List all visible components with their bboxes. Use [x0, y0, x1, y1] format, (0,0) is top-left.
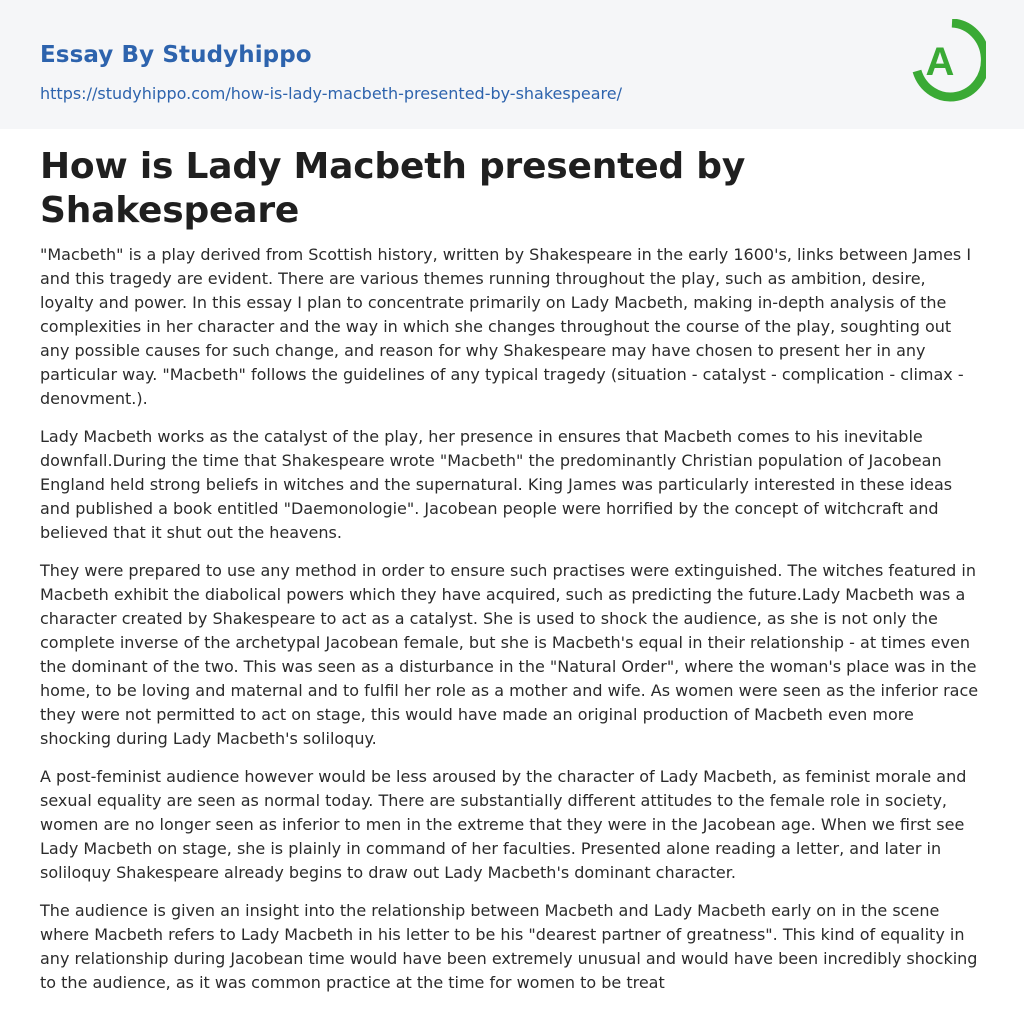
studyhippo-logo-icon[interactable]	[912, 19, 986, 105]
essay-url-link[interactable]: https://studyhippo.com/how-is-lady-macbeth-presented-by-shakespeare/	[40, 84, 622, 103]
article-paragraph: "Macbeth" is a play derived from Scottish history, written by Shakespeare in the early 1600's, links between James I and this tragedy are evident. There are various themes running throughout the play, such as ambition, desire, loyalty and power. In this essay I plan to concentrate primarily on Lady Macbeth, making in-depth analysis of the complexities in her character and the way in which she changes throughout the course of the play, soughting out any possible causes for such change, and reason for why Shakespeare may have chosen to present her in any particular way. "Macbeth" follows the guidelines of any typical tragedy (situation - catalyst - complication - climax - denovment.).	[40, 245, 972, 408]
site-header	[0, 0, 1024, 129]
article-paragraph: Lady Macbeth works as the catalyst of the play, her presence in ensures that Macbeth comes to his inevitable downfall.During the time that Shakespeare wrote "Macbeth" the predominantly Christian population of Jacobean England held strong beliefs in witches and the supernatural. King James was particularly interested in these ideas and published a book entitled "Daemonologie". Jacobean people were horrified by the concept of witchcraft and believed that it shut out the heavens.	[40, 427, 953, 542]
site-brand[interactable]: Essay By Studyhippo	[40, 42, 312, 68]
article-title: How is Lady Macbeth presented by Shakespeare	[40, 146, 746, 231]
article-paragraph: A post-feminist audience however would be less aroused by the character of Lady Macbeth, as feminist morale and sexual equality are seen as normal today. There are substantially different attitudes to the female role in society, women are no longer seen as inferior to men in the extreme that they were in the Jacobean age. When we first see Lady Macbeth on stage, she is plainly in command of her faculties. Presented alone reading a letter, and later in soliloquy Shakespeare already begins to draw out Lady Macbeth's dominant character.	[40, 767, 967, 882]
article-paragraph: The audience is given an insight into the relationship between Macbeth and Lady Macbeth early on in the scene where Macbeth refers to Lady Macbeth in his letter to be his "dearest partner of greatness". This kind of equality in any relationship during Jacobean time would have been extremely unusual and would have been incredibly shocking to the audience, as it was common practice at the time for women to be treat	[40, 901, 978, 992]
article	[0, 129, 1024, 995]
logo-letter: A	[925, 40, 955, 84]
article-paragraph: They were prepared to use any method in order to ensure such practises were extinguished. The witches featured in Macbeth exhibit the diabolical powers which they have acquired, such as predicting the future.Lady Macbeth was a character created by Shakespeare to act as a catalyst. She is used to shock the audience, as she is not only the complete inverse of the archetypal Jacobean female, but she is Macbeth's equal in their relationship - at times even the dominant of the two. This was seen as a disturbance in the "Natural Order", where the woman's place was in the home, to be loving and maternal and to fulfil her role as a mother and wife. As women were seen as the inferior race they were not permitted to act on stage, this would have made an original production of Macbeth even more shocking during Lady Macbeth's soliloquy.	[40, 561, 979, 748]
